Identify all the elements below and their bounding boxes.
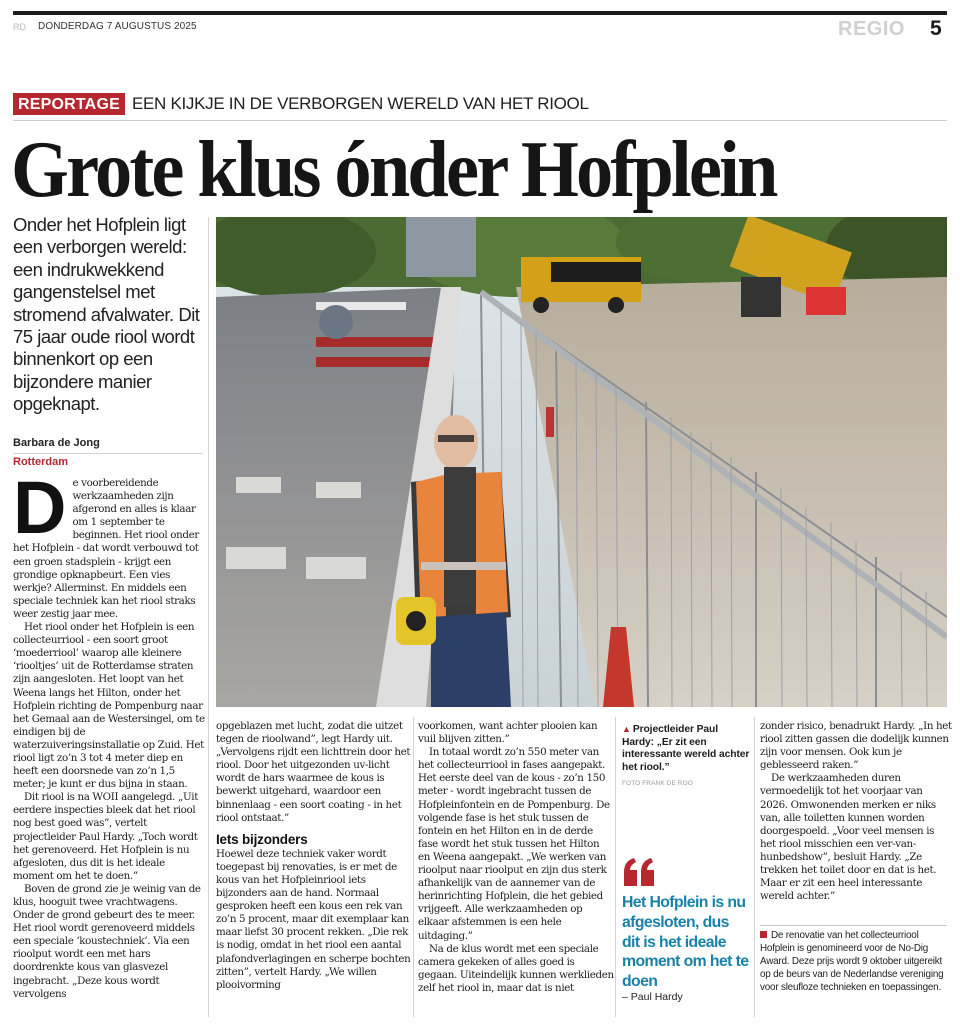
sidebar-note: De renovatie van het collecteurriool Hofplein is genomineerd voor de No-Dig Award. Deze prijs wordt 9 oktober uitgereikt op de beurs van de Nederlandse vereniging voor sleufloze technieken en toepassingen. (760, 930, 944, 993)
headline: Grote klus ónder Hofplein (11, 126, 776, 214)
article-paragraph: Na de klus wordt met een speciale camera gekeken of alles goed is gegaan. Uiteindelijk kunnen werklieden zelf het riool in, maar dat is niet (418, 942, 614, 994)
issue-date: DONDERDAG 7 AUGUSTUS 2025 (38, 21, 197, 32)
subheading: Iets bijzonders (216, 831, 308, 847)
photo-construction-site (216, 217, 947, 707)
byline-divider (13, 453, 203, 454)
article-column-2 (216, 720, 412, 992)
dropcap: D (13, 466, 67, 549)
column-divider (413, 717, 414, 1017)
column-divider (754, 717, 755, 1017)
article-paragraph: De werkzaamheden duren vermoedelijk tot het voorjaar van 2026. Omwonenden merken er niks van, alle toiletten kunnen worden doorgespoeld. „Voor veel mensen is het riool misschien een ver-van-hunbedshow”, besluit Hardy. „Ze trekken het toilet door en dat is het. Maar er zit een heel interessante wereld achter.” (760, 772, 937, 903)
kicker-label: REPORTAGE (13, 93, 125, 115)
pull-quote-attribution: – Paul Hardy (622, 991, 683, 1003)
page-number: 5 (930, 17, 942, 40)
article-paragraph: Het riool onder het Hofplein is een collecteurriool - een soort groot ‘moederriool’ waarop alle kleinere ‘riooltjes’ uit de Rotterdamse straten zijn aangesloten. Het loopt van het Weena langs het Hilton, onder het Hofplein richting de Pompenburg naar het Gemaal aan de Westersingel, om te eindigen bij de waterzuiveringsinstallatie op Zuid. Het riool ligt zo’n 3 tot 4 meter diep en heeft een doorsnede van zo’n 1,5 meter; je kunt er dus bijna in staan. (13, 621, 205, 791)
photo-credit: FOTO FRANK DE ROO (622, 780, 693, 787)
article-column-3 (418, 720, 614, 995)
intro-lead: Onder het Hofplein ligt een verborgen wereld: een indrukwekkend gangenstelsel met stromend afvalwater. Dit 75 jaar oude riool wordt binnenkort op een bijzondere manier opgeknapt. (13, 214, 200, 415)
square-bullet-icon (760, 931, 767, 938)
kicker-divider (13, 120, 947, 121)
article-paragraph: opgeblazen met lucht, zodat die uitzet tegen de rioolwand”, legt Hardy uit. „Vervolgens rijdt een lichttrein door het riool. Door het uitgezonden uv-licht wordt de hars waarmee de kous is bewerkt uitgehard, waardoor een binnenlaag - een soort coating - in het riool ontstaat.” (216, 720, 411, 824)
article-paragraph: Boven de grond zie je weinig van de klus, hooguit twee vrachtwagens. Onder de grond gebeurt des te meer. Het riool wordt gerenoveerd middels een speciale ‘koustechniek’. Via een rioolput wordt een met hars doordrenkte kous van glasvezel ingebracht. „Deze kous wordt vervolgens (13, 882, 201, 1000)
article-photo (216, 217, 947, 707)
article-paragraph: Dit riool is na WOII aangelegd. „Uit eerdere inspecties bleek dat het riool nog best goed was”, vertelt projectleider Paul Hardy. „Toch wordt het gerenoveerd. Het Hofplein is nu afgesloten, dus dit is het ideale moment om het te doen.” (13, 791, 199, 882)
article-paragraph: De voorbereidende werkzaamheden zijn afgerond en alles is klaar om 1 september te beginnen. Het riool onder het Hofplein - dat wordt verbouwd tot een groen stadsplein - krijgt een grondige opknapbeurt. Een vies werkje? Allerminst. En middels een speciale techniek kan het riool straks weer zestig jaar mee. (13, 466, 199, 620)
sidebar-divider (760, 925, 947, 926)
quote-mark-icon (622, 858, 656, 886)
article-column-5 (760, 720, 952, 903)
article-column-1 (13, 466, 205, 1001)
section-name: REGIO (838, 18, 905, 40)
byline-place: Rotterdam (13, 456, 69, 468)
article-paragraph: voorkomen, want achter plooien kan vuil blijven zitten.” (418, 720, 598, 746)
byline-author: Barbara de Jong (13, 437, 100, 449)
article-paragraph: zonder risico, benadrukt Hardy. „In het riool zitten gassen die dodelijk kunnen zijn voor mensen. Ook kun je geblesseerd raken.” (760, 720, 952, 772)
photo-caption: ▲ Projectleider Paul Hardy: „Er zit een interessante wereld achter het riool.” (622, 724, 750, 773)
publication-code: RD (13, 22, 26, 32)
column-divider (208, 217, 209, 1017)
column-divider (615, 717, 616, 1017)
pull-quote: Het Hofplein is nu afgesloten, dus dit is het ideale moment om het te doen (622, 894, 749, 991)
article-paragraph: Hoewel deze techniek vaker wordt toegepast bij renovaties, is er met de kous van het Hofpleinriool iets bijzonders aan de hand. Normaal gesproken heeft een kous een rek van zo’n 5 procent, maar dit exemplaar kan maar liefst 30 procent rekken. „Die rek is nodig, omdat in het riool een aantal plafondverlagingen en scherpe bochten zitten”, vertelt Hardy. „We willen plooivorming (216, 847, 411, 991)
article-paragraph: In totaal wordt zo’n 550 meter van het collecteurriool in fases aangepakt. Het eerste deel van de kous - zo’n 150 meter - wordt ingebracht tussen de Hofpleinfontein en de Pompenburg. De volgende fase is het stuk tussen de fontein en het Hilton en in de derde fase wordt het stuk tussen het Hilton en Weena aangepakt. „We werken van rioolput naar rioolput en zijn dus sterk afhankelijk van de aannemer van de herinrichting Hofplein, die het gebied vrijgeeft. Alle werkzaamheden op elkaar afstemmen is een hele uitdaging.” (418, 746, 610, 942)
kicker (13, 93, 589, 115)
kicker-text: EEN KIJKJE IN DE VERBORGEN WERELD VAN HET RIOOL (131, 94, 589, 113)
triangle-up-icon: ▲ (622, 724, 631, 734)
top-rule (13, 11, 947, 15)
